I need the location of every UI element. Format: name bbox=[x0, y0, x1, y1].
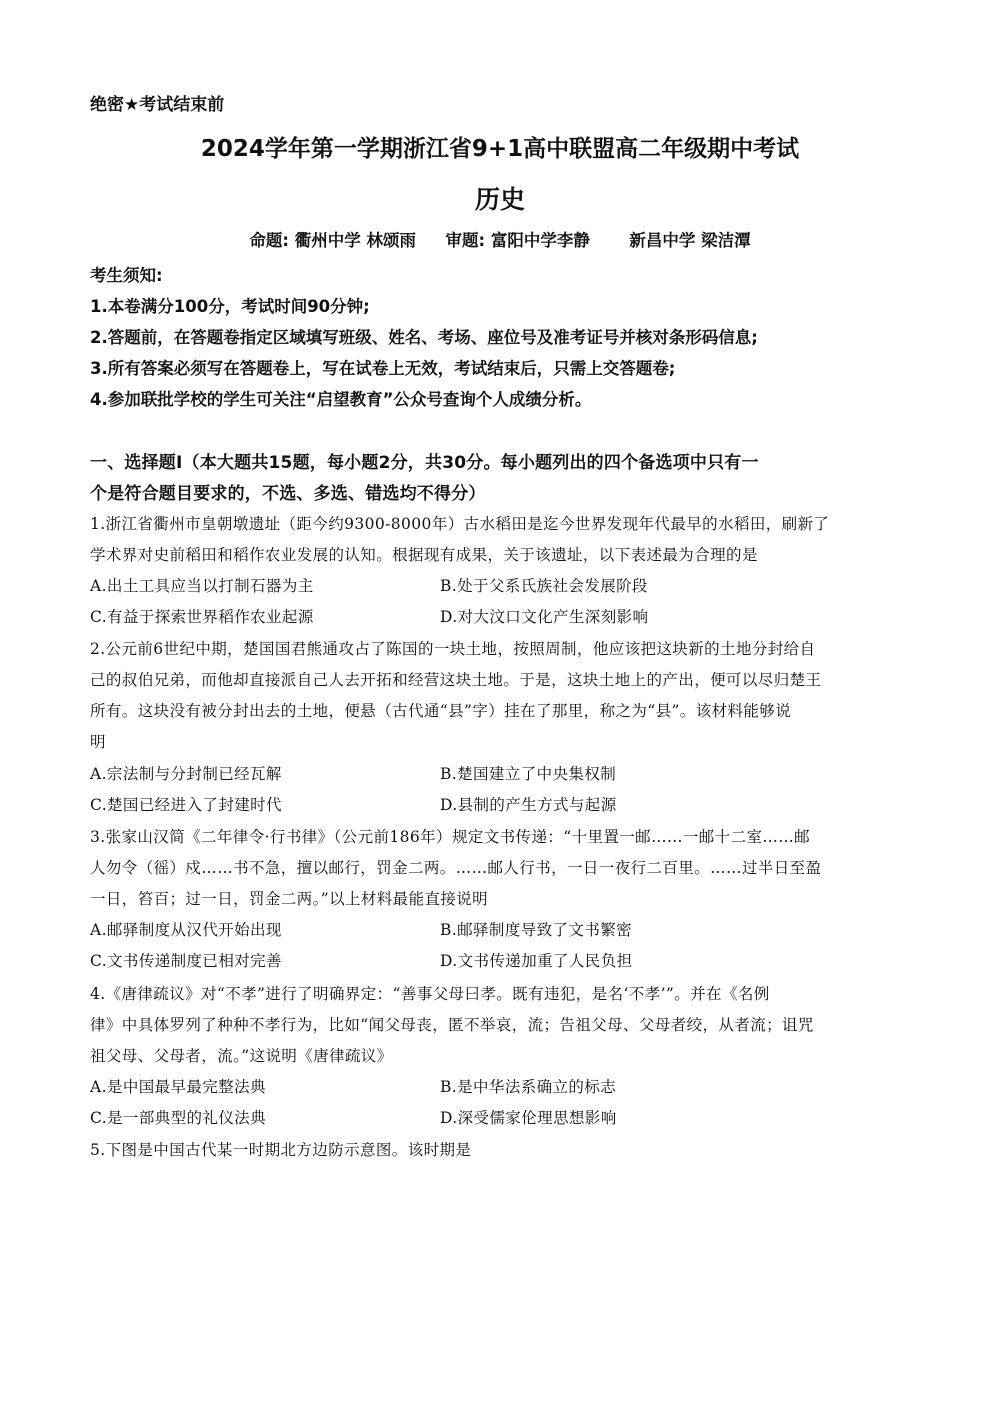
confidential-label: 绝密★考试结束前 bbox=[90, 95, 225, 115]
reviewer-1: 富阳中学李静 bbox=[490, 231, 590, 250]
notice-heading: 考生须知: bbox=[90, 266, 163, 285]
question-2-option-d: D.县制的产生方式与起源 bbox=[440, 796, 617, 814]
notice-item: 1.本卷满分100分，考试时间90分钟; bbox=[90, 297, 370, 316]
question-2-option-c: C.楚国已经进入了封建时代 bbox=[90, 796, 282, 814]
question-4-text: 祖父母、父母者，流。”这说明《唐律疏议》 bbox=[90, 1047, 393, 1065]
question-2-text: 所有。这块没有被分封出去的土地，便悬（古代通“县”字）挂在了那里，称之为“县”。该材料能够说 bbox=[90, 702, 792, 720]
notice-item: 2.答题前，在答题卷指定区域填写班级、姓名、考场、座位号及准考证号并核对条形码信息; bbox=[90, 328, 758, 347]
question-4-option-c: C.是一部典型的礼仪法典 bbox=[90, 1109, 267, 1127]
reviewer-label: 审题: bbox=[445, 231, 486, 250]
question-4-option-b: B.是中华法系确立的标志 bbox=[440, 1078, 617, 1096]
question-3-text: 3.张家山汉简《二年律令·行书律》（公元前186年）规定文书传递：“十里置一邮……一邮十二室……邮 bbox=[90, 828, 811, 846]
setter-name: 衢州中学 林颂雨 bbox=[294, 231, 416, 250]
subject-title: 历史 bbox=[474, 185, 525, 214]
setter-label: 命题: bbox=[249, 231, 289, 250]
question-2-option-a: A.宗法制与分封制已经瓦解 bbox=[90, 765, 282, 783]
notice-item: 4.参加联批学校的学生可关注“启望教育”公众号查询个人成绩分析。 bbox=[90, 390, 592, 409]
authors-line bbox=[0, 227, 1000, 251]
question-1-option-b: B.处于父系氏族社会发展阶段 bbox=[440, 577, 648, 595]
notice-item: 3.所有答案必须写在答题卷上，写在试卷上无效，考试结束后，只需上交答题卷; bbox=[90, 359, 676, 378]
question-3-text: 人勿令（徭）戍……书不急，擅以邮行，罚金二两。……邮人行书，一日一夜行二百里。……过半日至盈 bbox=[90, 859, 822, 877]
question-4-option-d: D.深受儒家伦理思想影响 bbox=[440, 1109, 617, 1127]
question-2-text: 明 bbox=[90, 733, 106, 751]
section-heading-cont: 个是符合题目要求的，不选、多选、错选均不得分） bbox=[90, 484, 486, 504]
question-3-option-b: B.邮驿制度导致了文书繁密 bbox=[440, 921, 633, 939]
reviewer-2: 新昌中学 梁洁潭 bbox=[629, 231, 751, 250]
question-2-text: 2.公元前6世纪中期，楚国国君熊通攻占了陈国的一块土地，按照周制，他应该把这块新的土地分封给自 bbox=[90, 640, 816, 658]
question-2-option-b: B.楚国建立了中央集权制 bbox=[440, 765, 617, 783]
question-3-text: 一日，笞百；过一日，罚金二两。”以上材料最能直接说明 bbox=[90, 890, 489, 908]
question-4-text: 4.《唐律疏议》对“不孝”进行了明确界定：“善事父母曰孝。既有违犯，是名‘不孝’”。并在《名例 bbox=[90, 985, 770, 1003]
question-3-option-d: D.文书传递加重了人民负担 bbox=[440, 952, 633, 970]
question-3-option-c: C.文书传递制度已相对完善 bbox=[90, 952, 282, 970]
question-1-option-c: C.有益于探索世界稻作农业起源 bbox=[90, 608, 314, 626]
question-1-option-d: D.对大汶口文化产生深刻影响 bbox=[440, 608, 649, 626]
question-5-text: 5.下图是中国古代某一时期北方边防示意图。该时期是 bbox=[90, 1141, 472, 1159]
question-4-text: 律》中具体罗列了种种不孝行为，比如“闻父母丧，匿不举哀，流；告祖父母、父母者绞，从者流；诅咒 bbox=[90, 1016, 814, 1034]
question-3-option-a: A.邮驿制度从汉代开始出现 bbox=[90, 921, 282, 939]
question-1-text: 1.浙江省衢州市皇朝墩遗址（距今约9300-8000年）古水稻田是迄今世界发现年代最早的水稻田，刷新了 bbox=[90, 515, 830, 533]
exam-title: 2024学年第一学期浙江省9+1高中联盟高二年级期中考试 bbox=[200, 136, 800, 162]
question-1-option-a: A.出土工具应当以打制石器为主 bbox=[90, 577, 314, 595]
question-1-text: 学术界对史前稻田和稻作农业发展的认知。根据现有成果，关于该遗址，以下表述最为合理的是 bbox=[90, 546, 758, 564]
section-heading: 一、选择题Ⅰ（本大题共15题，每小题2分，共30分。每小题列出的四个备选项中只有一 bbox=[90, 453, 759, 473]
question-4-option-a: A.是中国最早最完整法典 bbox=[90, 1078, 266, 1096]
question-2-text: 己的叔伯兄弟，而他却直接派自己人去开拓和经营这块土地。于是，这块土地上的产出，便可以尽归楚王 bbox=[90, 671, 822, 689]
